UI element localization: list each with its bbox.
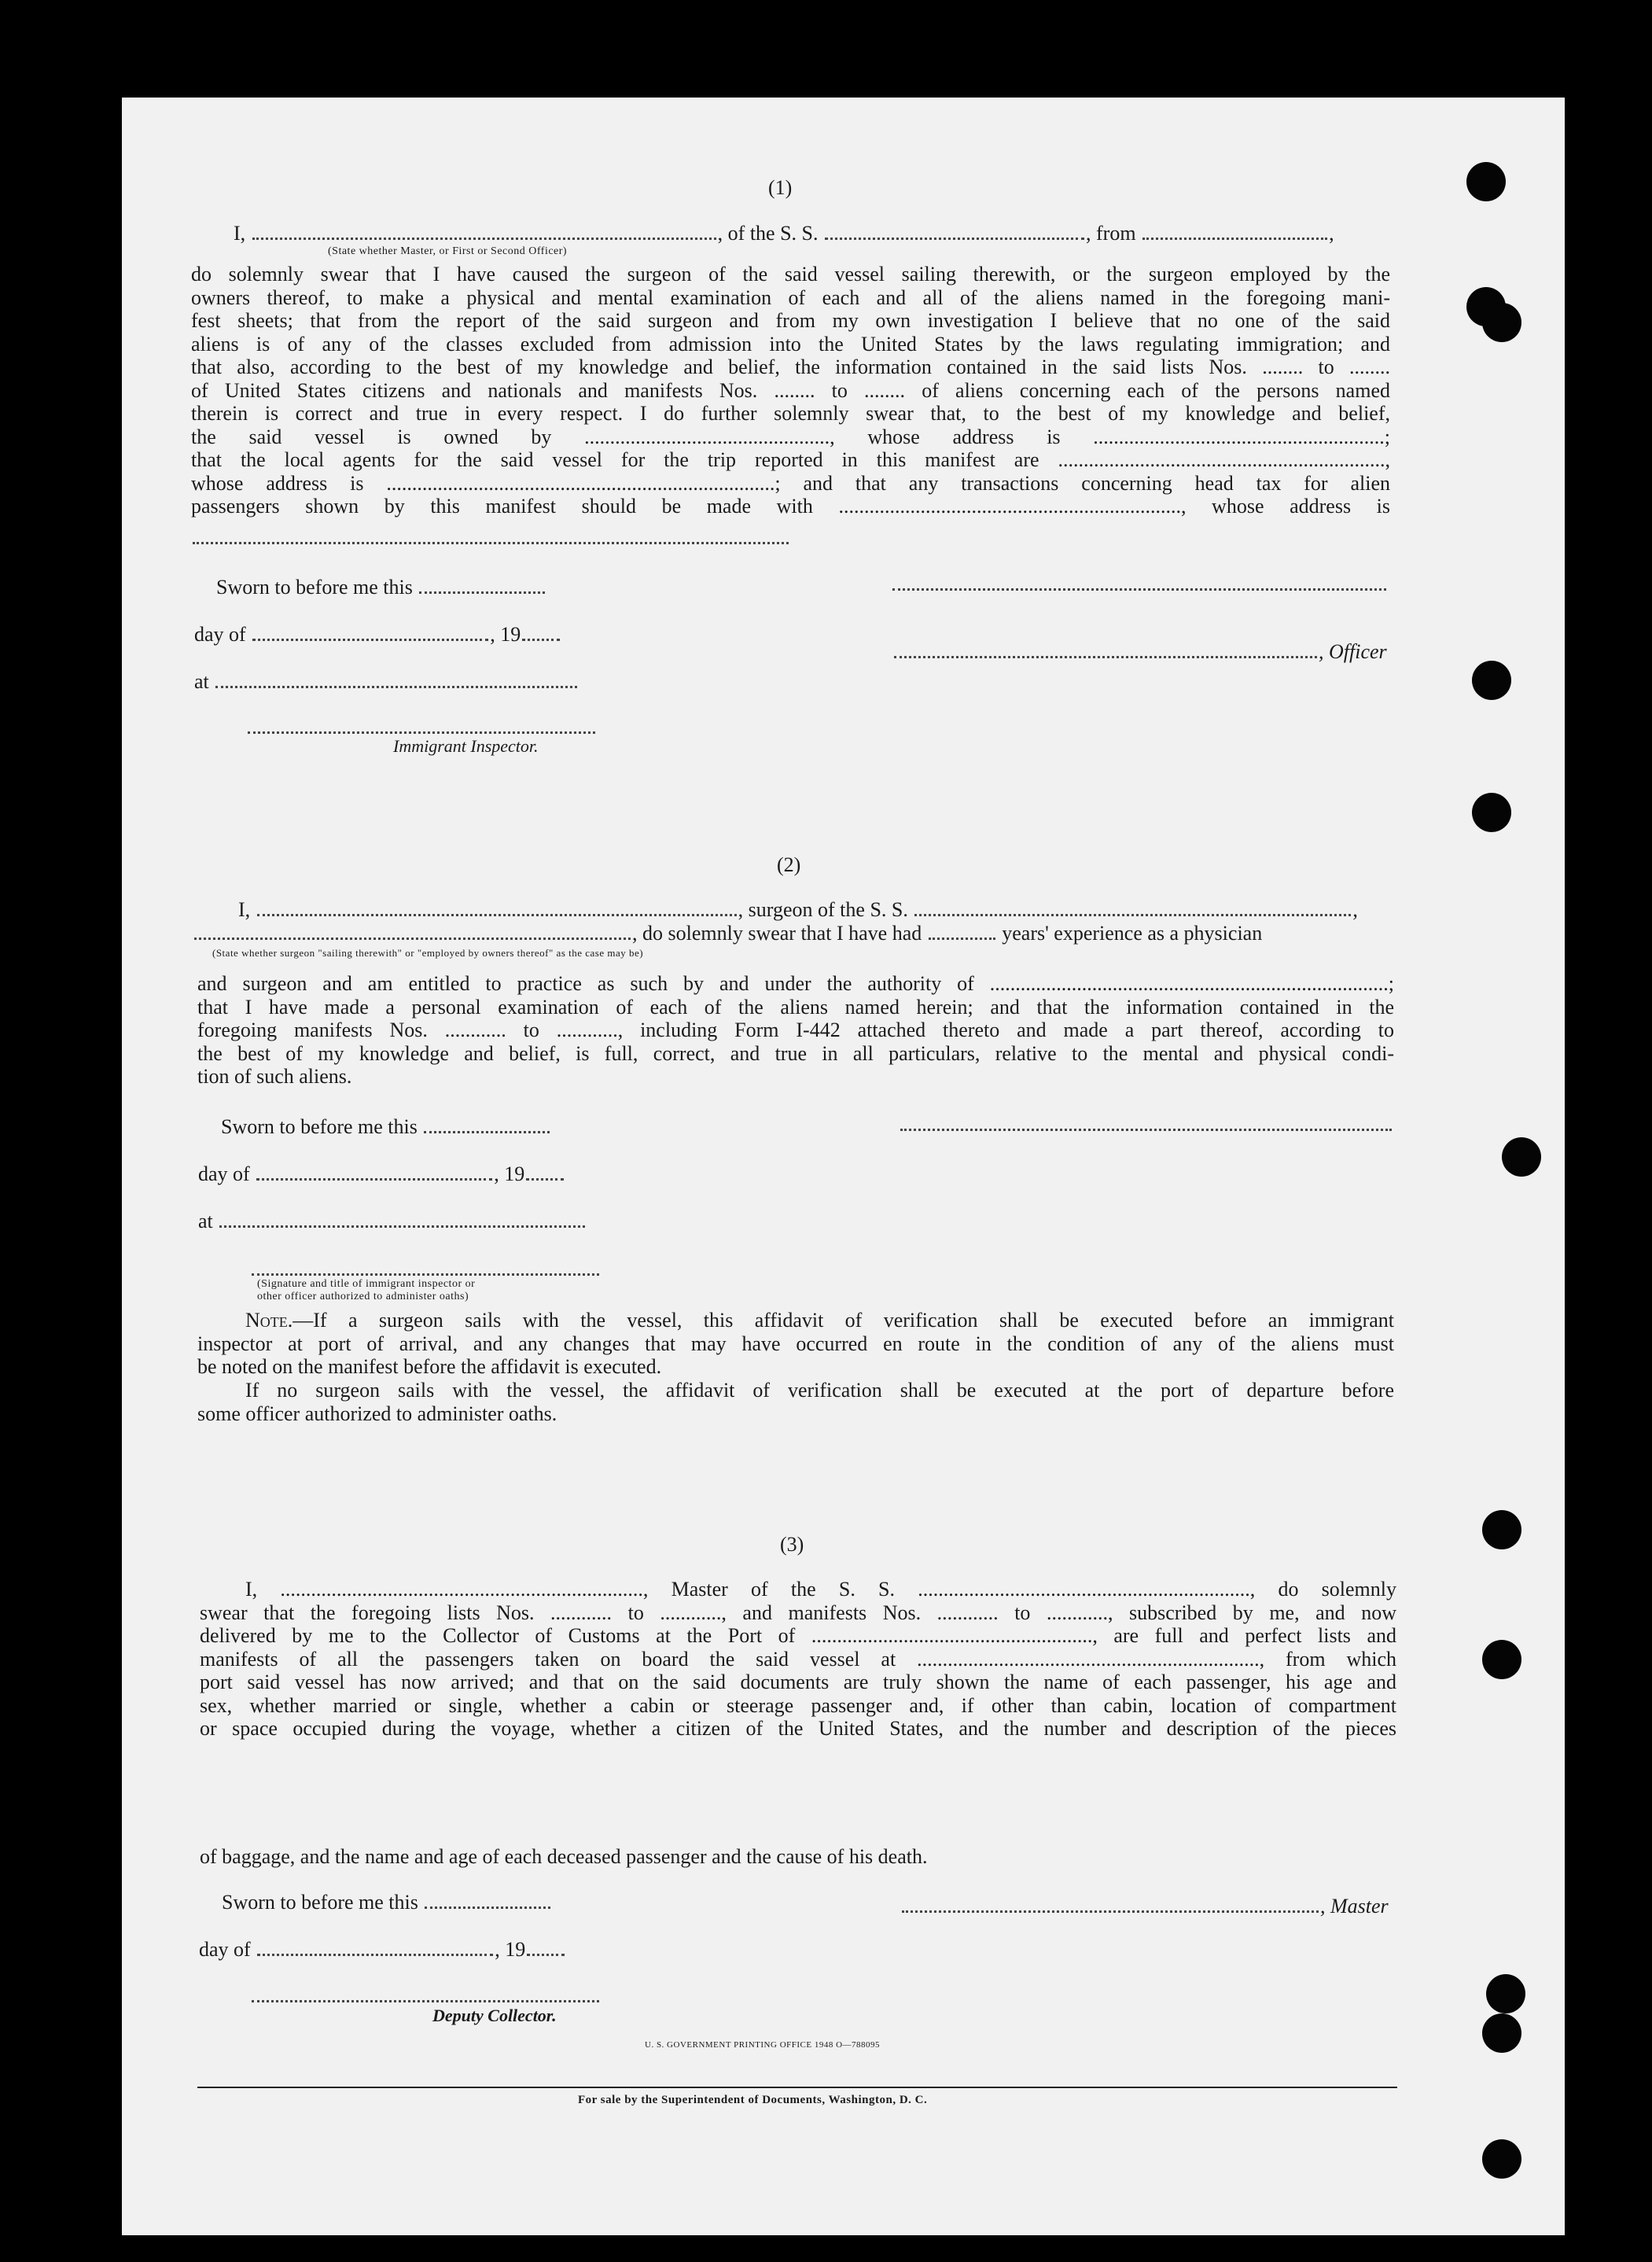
body-last-line: tion of such aliens. (197, 1065, 352, 1088)
body-last-line: of baggage, and the name and age of each deceased passenger and the cause of his death. (200, 1845, 928, 1868)
body-line: aliens is of any of the classes excluded from admission into the United States by the laws regulating immigration; and (191, 332, 1390, 356)
day-of-label: day of (199, 1938, 251, 1961)
day-of-label: day of (194, 623, 246, 646)
note-last-line: be noted on the manifest before the affidavit is executed. (197, 1355, 662, 1378)
section-1-body (191, 263, 1390, 518)
from-port-blank[interactable] (1142, 233, 1327, 240)
surgeon-signature-line[interactable] (900, 1129, 1392, 1131)
year-blank[interactable] (527, 1949, 565, 1956)
body-line: that I have made a personal examination of each of the aliens named herein; and that the information contained in the (197, 995, 1394, 1019)
punch-hole (1482, 2013, 1521, 2053)
intro-i: I, (234, 222, 246, 245)
sworn-line-2 (221, 1115, 551, 1139)
note-line-2: inspector at port of arrival, and any changes that may have occurred en route in the condition of any of the aliens must (197, 1332, 1394, 1355)
master-line (900, 1895, 1389, 1918)
punch-hole (1472, 793, 1511, 832)
year-prefix: , 19 (490, 623, 521, 646)
section-1-number: (1) (768, 176, 793, 199)
body-line: foregoing manifests Nos. ............ to ............, including Form I-442 attached thereto and made a part thereof, according to (197, 1019, 1394, 1041)
sworn-date-blank[interactable] (425, 1902, 550, 1909)
day-of-line-1 (194, 623, 561, 647)
day-of-line-2 (198, 1162, 565, 1186)
surgeon-type-blank[interactable] (194, 933, 631, 940)
at-line-1 (194, 670, 579, 694)
body-line: and surgeon and am entitled to practice as such by and under the authority of ..............................................................................; (197, 972, 1394, 995)
inspector-signature-line[interactable] (252, 1273, 599, 1276)
sworn-line-3 (222, 1891, 552, 1914)
sworn-label: Sworn to before me this (222, 1891, 418, 1914)
punch-hole (1482, 2139, 1521, 2179)
body-line: owners thereof, to make a physical and mental examination of each and all of the aliens named in the foregoing mani- (191, 286, 1390, 309)
body-line: or space occupied during the voyage, whether a citizen of the United States, and the number and description of the pieces (200, 1717, 1396, 1740)
section-3-body (200, 1578, 1396, 1741)
officer-name-blank[interactable] (252, 233, 716, 240)
month-blank[interactable] (252, 634, 488, 641)
for-sale-note: For sale by the Superintendent of Documents, Washington, D. C. (578, 2094, 928, 2106)
body-line: the best of my knowledge and belief, is full, correct, and true in all particulars, relative to the mental and physical condi- (197, 1041, 1394, 1065)
sworn-date-blank[interactable] (424, 1126, 550, 1133)
day-of-line-3 (199, 1938, 566, 1962)
note2-paragraph (197, 1379, 1394, 1402)
punch-hole (1486, 1974, 1525, 2013)
comma: , (1329, 222, 1334, 245)
signature-note-2: other officer authorized to administer oaths) (257, 1291, 469, 1302)
master-signature-blank[interactable] (902, 1906, 1319, 1913)
swear-line (193, 922, 1262, 945)
month-blank[interactable] (256, 1173, 492, 1181)
officer-line (892, 640, 1387, 664)
footer-rule (197, 2087, 1397, 2088)
year-prefix: , 19 (495, 1938, 526, 1961)
vessel-name-blank[interactable] (825, 233, 1084, 240)
day-of-label: day of (198, 1162, 250, 1185)
body-line: do solemnly swear that I have caused the surgeon of the said vessel sailing therewith, or the surgeon employed by the (191, 263, 1390, 286)
punch-hole (1482, 1640, 1521, 1679)
note-text: —If a surgeon sails with the vessel, this affidavit of verification shall be executed before an immigrant (293, 1309, 1394, 1332)
body-line: the said vessel is owned by ................................................, whose address is .........................................................; (191, 425, 1390, 448)
comma: , (1352, 898, 1358, 921)
swear-label: , do solemnly swear that I have had (632, 922, 922, 945)
body-line: that also, according to the best of my knowledge and belief, the information contained in the said lists Nos. ........ to ........ (191, 356, 1390, 378)
officer-label: , Officer (1319, 640, 1387, 663)
punch-hole (1502, 1137, 1541, 1177)
body-line: port said vessel has now arrived; and that on the said documents are truly shown the name of each passenger, his age and (200, 1671, 1396, 1693)
officer-title-blank[interactable] (894, 651, 1317, 658)
year-blank[interactable] (526, 1173, 564, 1181)
note2-last-line: some officer authorized to administer oaths. (197, 1402, 557, 1425)
punch-hole (1482, 303, 1521, 342)
vessel-name-blank[interactable] (914, 909, 1351, 916)
body-line: whose address is ............................................................................; and that any transactions concerning head tax for alien (191, 471, 1390, 495)
surgeon-name-blank[interactable] (257, 909, 737, 916)
body-line: I, ......................................................................., Master of the S. S. ................................................................., do solemnly (245, 1578, 1396, 1601)
note2-line-1: If no surgeon sails with the vessel, the affidavit of verification shall be executed at the port of departure before (245, 1379, 1394, 1402)
surgeon-note: (State whether surgeon "sailing therewith" or "employed by owners thereof" as the case may be) (212, 947, 644, 959)
address-blank[interactable] (193, 542, 789, 544)
body-line: passengers shown by this manifest should be made with ..................................................................., whose address is (191, 495, 1390, 518)
year-blank[interactable] (522, 634, 560, 641)
punch-hole (1482, 1510, 1521, 1549)
body-line: therein is correct and true in every respect. I do further solemnly swear that, to the best of my knowledge and belief, (191, 402, 1390, 425)
body-line: of United States citizens and nationals and manifests Nos. ........ to ........ of aliens concerning each of the persons named (191, 378, 1390, 402)
at-line-2 (198, 1210, 587, 1233)
section-2-body (197, 972, 1394, 1065)
section-2-number: (2) (777, 853, 801, 876)
month-blank[interactable] (257, 1949, 493, 1956)
body-line: that the local agents for the said vessel for the trip reported in this manifest are ................................................................, (191, 448, 1390, 471)
place-blank[interactable] (215, 681, 577, 688)
note-line-1 (197, 1309, 1394, 1332)
punch-hole (1472, 661, 1511, 700)
punch-hole (1466, 162, 1506, 201)
collector-signature-line[interactable] (252, 2000, 599, 2002)
section-2-intro-line (238, 898, 1358, 922)
sworn-label: Sworn to before me this (221, 1115, 418, 1138)
officer-signature-line[interactable] (892, 588, 1386, 591)
body-line: fest sheets; that from the report of the said surgeon and from my own investigation I believe that no one of the said (191, 309, 1390, 332)
body-line: swear that the foregoing lists Nos. ............ to ............, and manifests Nos. ............ to ............, subscribed by me, and now (200, 1601, 1396, 1624)
body-line: sex, whether married or single, whether a cabin or steerage passenger and, if other than cabin, location of compartment (200, 1693, 1396, 1717)
collector-label: Deputy Collector. (432, 2006, 557, 2025)
year-prefix: , 19 (494, 1162, 525, 1185)
place-blank[interactable] (219, 1221, 585, 1228)
note-paragraph (197, 1309, 1394, 1355)
sworn-line-1 (216, 576, 546, 599)
at-label: at (198, 1210, 213, 1232)
sworn-date-blank[interactable] (419, 587, 545, 594)
at-label: at (194, 670, 209, 693)
body-line: delivered by me to the Collector of Customs at the Port of ......................................................., are full and perfect lists and (200, 1624, 1396, 1647)
officer-note: (State whether Master, or First or Second Officer) (328, 245, 568, 257)
signature-note-1: (Signature and title of immigrant inspector or (257, 1278, 476, 1290)
surgeon-of-label: , surgeon of the S. S. (738, 898, 908, 921)
inspector-signature-line[interactable] (248, 731, 595, 734)
section-1-intro-line (234, 222, 1334, 245)
section-3-number: (3) (780, 1533, 804, 1556)
master-label: , Master (1320, 1895, 1389, 1918)
form-page (122, 98, 1565, 2235)
printing-office-imprint: U. S. GOVERNMENT PRINTING OFFICE 1948 O—788095 (645, 2040, 881, 2050)
from-label: , from (1086, 222, 1136, 245)
of-the-ss-label: , of the S. S. (717, 222, 819, 245)
years-label: years' experience as a physician (1002, 922, 1263, 945)
sworn-label: Sworn to before me this (216, 576, 413, 599)
note-label: Note. (245, 1309, 293, 1332)
intro-i: I, (238, 898, 251, 921)
body-line: manifests of all the passengers taken on board the said vessel at ..................................................................., from which (200, 1647, 1396, 1671)
years-blank[interactable] (929, 933, 995, 940)
inspector-label: Immigrant Inspector. (393, 736, 539, 756)
